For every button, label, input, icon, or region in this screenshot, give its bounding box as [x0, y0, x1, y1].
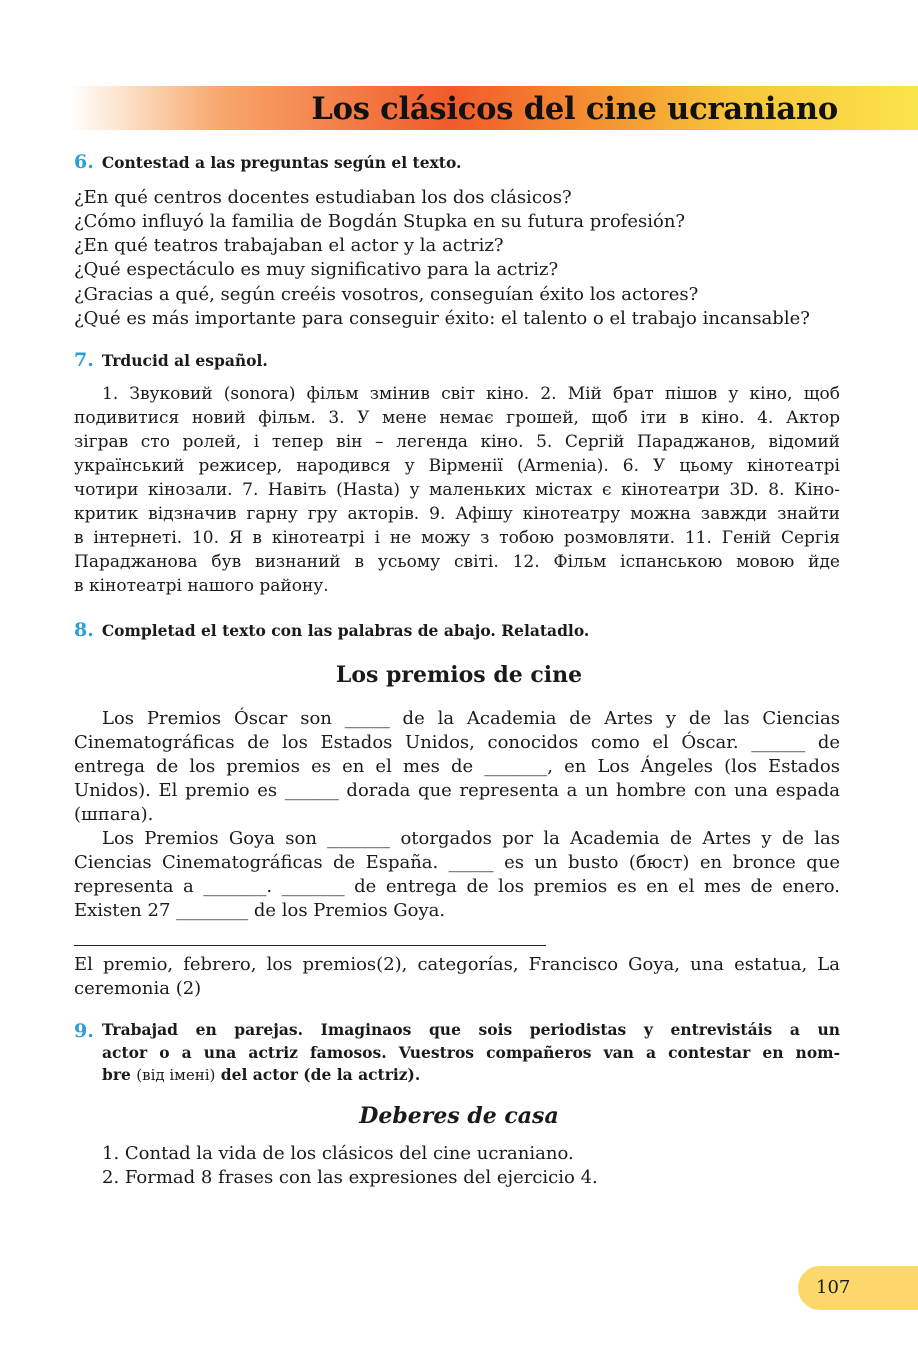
translation-line: критик відзначив гарну гру акторів. 9. Афішу кінотеатру можна завжди знайти	[74, 504, 840, 524]
translation-line: український режисер, народився у Вірменії (Armenia). 6. У цьому кінотеатрі	[74, 456, 840, 476]
divider	[74, 945, 546, 946]
question-line: ¿Cómo influyó la familia de Bogdán Stupka en su futura profesión?	[74, 211, 686, 232]
exercise-9-text: del actor (de la actriz).	[220, 1065, 421, 1084]
question-line: ¿Qué es más importante para conseguir éxito: el talento o el trabajo incansable?	[74, 308, 810, 329]
section-subtitle: Los premios de cine	[335, 662, 583, 688]
translation-line: в інтернеті. 10. Я в кінотеатрі і не можу з тобою розмовляти. 11. Геній Сергія	[74, 528, 840, 548]
cloze-line: Los Premios Óscar son _____ de la Academia de Artes y de las Ciencias	[102, 708, 840, 729]
word-bank-line: El premio, febrero, los premios(2), categorías, Francisco Goya, una estatua, La	[74, 954, 840, 975]
exercise-instruction: Trducid al español.	[101, 351, 268, 370]
exercise-9-heading	[74, 1020, 102, 1042]
exercise-number: 6.	[74, 151, 94, 173]
cloze-line: Cinematográficas de los Estados Unidos, conocidos como el Óscar. ______ de	[74, 732, 840, 753]
exercise-9-text: bre	[102, 1065, 131, 1084]
translation-line: Параджанова був визнаний в усьому світі. 12. Фільм іспанською мовою йде	[74, 552, 840, 572]
exercise-number: 7.	[74, 349, 94, 371]
exercise-number: 9.	[74, 1020, 94, 1042]
cloze-line: Unidos). El premio es ______ dorada que representa a un hombre con una espada	[74, 780, 840, 801]
page-number: 107	[816, 1277, 851, 1298]
homework-title: Deberes de casa	[359, 1103, 559, 1129]
translation-line: подивитися новий фільм. 3. У мене немає грошей, щоб іти в кіно. 4. Актор	[74, 408, 840, 428]
exercise-9-gloss: (від імені)	[136, 1066, 216, 1084]
page-title: Los clásicos del cine ucraniano	[311, 91, 838, 127]
cloze-line: Ciencias Cinematográficas de España. _____ es un busto (бюст) en bronce que	[74, 852, 840, 873]
exercise-6-heading	[74, 151, 461, 173]
cloze-line: representa a _______. _______ de entrega de los premios es en el mes de enero.	[74, 876, 840, 897]
exercise-number: 8.	[74, 619, 94, 641]
cloze-line: entrega de los premios es en el mes de _______, en Los Ángeles (los Estados	[74, 756, 840, 777]
translation-line: чотири кінозали. 7. Навіть (Hasta) у маленьких містах є кінотеатри 3D. 8. Кіно-	[74, 480, 840, 500]
translation-line: в кінотеатрі нашого району.	[74, 576, 329, 596]
question-line: ¿En qué centros docentes estudiaban los dos clásicos?	[74, 187, 572, 208]
cloze-line: (шпага).	[74, 804, 154, 825]
translation-line: 1. Звуковий (sonora) фільм змінив світ кіно. 2. Мій брат пішов у кіно, щоб	[102, 384, 840, 404]
exercise-instruction: Contestad a las preguntas según el texto.	[101, 153, 462, 172]
exercise-instruction: Completad el texto con las palabras de abajo. Relatadlo.	[101, 621, 590, 640]
question-line: ¿Gracias a qué, según creéis vosotros, conseguían éxito los actores?	[74, 284, 699, 305]
question-line: ¿En qué teatros trabajaban el actor y la actriz?	[74, 235, 504, 256]
cloze-line: Existen 27 ________ de los Premios Goya.	[74, 900, 446, 921]
homework-item: 1. Contad la vida de los clásicos del cine ucraniano.	[102, 1143, 574, 1164]
word-bank-line: ceremonia (2)	[74, 978, 202, 999]
exercise-9-line: actor o a una actriz famosos. Vuestros compañeros van a contestar en nom-	[102, 1043, 840, 1062]
question-line: ¿Qué espectáculo es muy significativo para la actriz?	[74, 259, 559, 280]
cloze-line: Los Premios Goya son _______ otorgados por la Academia de Artes y de las	[102, 828, 840, 849]
homework-item: 2. Formad 8 frases con las expresiones del ejercicio 4.	[102, 1167, 598, 1188]
exercise-9-line	[102, 1064, 840, 1087]
translation-line: зіграв сто ролей, і тепер він – легенда кіно. 5. Сергій Параджанов, відомий	[74, 432, 840, 452]
exercise-7-heading	[74, 349, 268, 371]
exercise-9-line: Trabajad en parejas. Imaginaos que sois periodistas y entrevistáis a un	[102, 1020, 840, 1039]
exercise-8-heading	[74, 619, 589, 641]
